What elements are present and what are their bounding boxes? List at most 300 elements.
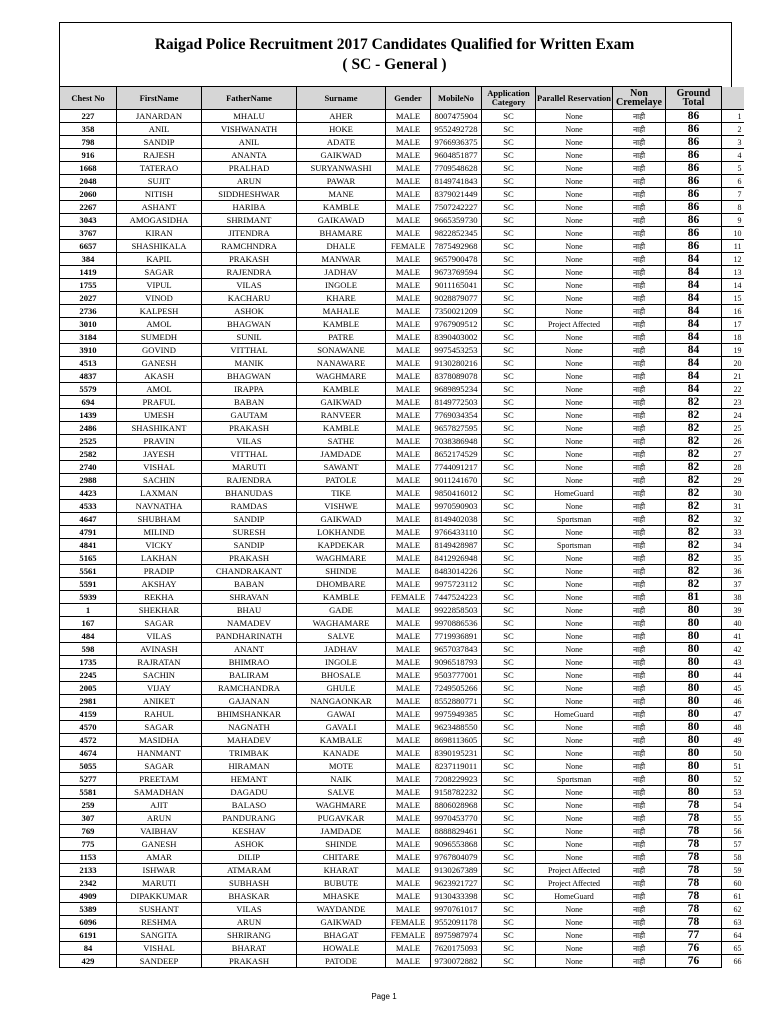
cell-surname: MANWAR	[297, 253, 386, 266]
cell-ground-total: 80	[666, 630, 722, 643]
cell-father-name: BHANUDAS	[202, 487, 297, 500]
cell-gender: MALE	[386, 890, 431, 903]
cell-ground-total: 84	[666, 279, 722, 292]
cell-chest-no: 5389	[60, 903, 117, 916]
cell-non-creamy-layer: नाही	[613, 318, 666, 331]
cell-non-creamy-layer: नाही	[613, 747, 666, 760]
cell-reservation: None	[536, 799, 613, 812]
cell-gender: FEMALE	[386, 916, 431, 929]
cell-serial-no: 51	[722, 760, 744, 773]
cell-reservation: None	[536, 721, 613, 734]
cell-serial-no: 57	[722, 838, 744, 851]
cell-chest-no: 2267	[60, 201, 117, 214]
cell-serial-no: 53	[722, 786, 744, 799]
cell-surname: SURYANWASHI	[297, 162, 386, 175]
cell-first-name: RAJRATAN	[117, 656, 202, 669]
cell-surname: AHER	[297, 110, 386, 123]
header-ground-total: Ground Total	[666, 87, 722, 110]
cell-non-creamy-layer: नाही	[613, 513, 666, 526]
cell-ground-total: 84	[666, 344, 722, 357]
cell-surname: ADATE	[297, 136, 386, 149]
cell-serial-no: 16	[722, 305, 744, 318]
cell-gender: MALE	[386, 227, 431, 240]
cell-reservation: None	[536, 929, 613, 942]
cell-gender: MALE	[386, 942, 431, 955]
cell-ground-total: 78	[666, 864, 722, 877]
cell-reservation: None	[536, 461, 613, 474]
table-row	[60, 279, 744, 292]
table-row	[60, 708, 744, 721]
cell-non-creamy-layer: नाही	[613, 188, 666, 201]
cell-chest-no: 2133	[60, 864, 117, 877]
cell-gender: MALE	[386, 136, 431, 149]
cell-gender: MALE	[386, 162, 431, 175]
cell-category: SC	[482, 890, 536, 903]
cell-category: SC	[482, 175, 536, 188]
cell-mobile-no: 7719936891	[431, 630, 482, 643]
cell-non-creamy-layer: नाही	[613, 890, 666, 903]
cell-reservation: None	[536, 825, 613, 838]
cell-chest-no: 1735	[60, 656, 117, 669]
cell-mobile-no: 8412926948	[431, 552, 482, 565]
cell-surname: PATODE	[297, 955, 386, 968]
cell-first-name: VISHAL	[117, 942, 202, 955]
cell-ground-total: 82	[666, 552, 722, 565]
table-row	[60, 669, 744, 682]
cell-ground-total: 84	[666, 357, 722, 370]
cell-ground-total: 80	[666, 734, 722, 747]
cell-first-name: VISHAL	[117, 461, 202, 474]
table-row	[60, 500, 744, 513]
cell-reservation: None	[536, 786, 613, 799]
cell-surname: KHARE	[297, 292, 386, 305]
cell-non-creamy-layer: नाही	[613, 786, 666, 799]
cell-surname: PATRE	[297, 331, 386, 344]
cell-first-name: KIRAN	[117, 227, 202, 240]
cell-category: SC	[482, 461, 536, 474]
cell-gender: MALE	[386, 656, 431, 669]
cell-serial-no: 4	[722, 149, 744, 162]
cell-serial-no: 46	[722, 695, 744, 708]
cell-category: SC	[482, 292, 536, 305]
cell-first-name: MARUTI	[117, 877, 202, 890]
cell-reservation: None	[536, 266, 613, 279]
cell-first-name: GANESH	[117, 357, 202, 370]
table-row	[60, 786, 744, 799]
cell-category: SC	[482, 201, 536, 214]
cell-surname: KHARAT	[297, 864, 386, 877]
cell-father-name: MANIK	[202, 357, 297, 370]
cell-non-creamy-layer: नाही	[613, 214, 666, 227]
cell-mobile-no: 9850416012	[431, 487, 482, 500]
cell-surname: KAMBALE	[297, 734, 386, 747]
header-parallel-reservation: Parallel Reservation	[536, 87, 613, 110]
cell-category: SC	[482, 383, 536, 396]
cell-mobile-no: 7208229923	[431, 773, 482, 786]
cell-serial-no: 50	[722, 747, 744, 760]
cell-category: SC	[482, 448, 536, 461]
cell-gender: MALE	[386, 643, 431, 656]
cell-surname: MAHALE	[297, 305, 386, 318]
cell-category: SC	[482, 240, 536, 253]
table-body	[60, 110, 744, 968]
cell-serial-no: 65	[722, 942, 744, 955]
cell-reservation: None	[536, 643, 613, 656]
cell-non-creamy-layer: नाही	[613, 422, 666, 435]
cell-gender: MALE	[386, 539, 431, 552]
table-row	[60, 721, 744, 734]
table-row	[60, 240, 744, 253]
cell-father-name: JITENDRA	[202, 227, 297, 240]
cell-reservation: None	[536, 344, 613, 357]
cell-category: SC	[482, 929, 536, 942]
cell-serial-no: 24	[722, 409, 744, 422]
cell-gender: FEMALE	[386, 929, 431, 942]
cell-serial-no: 32	[722, 513, 744, 526]
cell-category: SC	[482, 279, 536, 292]
cell-father-name: VITTHAL	[202, 344, 297, 357]
cell-chest-no: 4513	[60, 357, 117, 370]
cell-father-name: HIRAMAN	[202, 760, 297, 773]
cell-reservation: None	[536, 201, 613, 214]
cell-non-creamy-layer: नाही	[613, 812, 666, 825]
cell-chest-no: 4674	[60, 747, 117, 760]
cell-ground-total: 76	[666, 942, 722, 955]
cell-gender: MALE	[386, 903, 431, 916]
cell-gender: MALE	[386, 552, 431, 565]
cell-mobile-no: 9503777001	[431, 669, 482, 682]
cell-mobile-no: 9623488550	[431, 721, 482, 734]
cell-ground-total: 80	[666, 721, 722, 734]
cell-reservation: None	[536, 357, 613, 370]
cell-chest-no: 1153	[60, 851, 117, 864]
cell-non-creamy-layer: नाही	[613, 279, 666, 292]
cell-father-name: MAHADEV	[202, 734, 297, 747]
cell-non-creamy-layer: नाही	[613, 266, 666, 279]
cell-gender: MALE	[386, 851, 431, 864]
header-first-name: FirstName	[117, 87, 202, 110]
cell-ground-total: 84	[666, 383, 722, 396]
cell-category: SC	[482, 747, 536, 760]
cell-category: SC	[482, 799, 536, 812]
cell-non-creamy-layer: नाही	[613, 383, 666, 396]
cell-ground-total: 86	[666, 240, 722, 253]
cell-gender: MALE	[386, 864, 431, 877]
cell-chest-no: 2486	[60, 422, 117, 435]
cell-non-creamy-layer: नाही	[613, 578, 666, 591]
table-row	[60, 110, 744, 123]
cell-gender: MALE	[386, 435, 431, 448]
cell-surname: HOWALE	[297, 942, 386, 955]
cell-mobile-no: 9970761017	[431, 903, 482, 916]
cell-serial-no: 40	[722, 617, 744, 630]
cell-surname: KAMBLE	[297, 201, 386, 214]
table-row	[60, 656, 744, 669]
cell-category: SC	[482, 578, 536, 591]
cell-ground-total: 82	[666, 422, 722, 435]
cell-reservation: None	[536, 331, 613, 344]
cell-serial-no: 6	[722, 175, 744, 188]
cell-chest-no: 1419	[60, 266, 117, 279]
cell-chest-no: 1439	[60, 409, 117, 422]
cell-first-name: SHASHIKALA	[117, 240, 202, 253]
cell-ground-total: 86	[666, 175, 722, 188]
cell-surname: DHALE	[297, 240, 386, 253]
cell-father-name: ARUN	[202, 175, 297, 188]
cell-father-name: MHALU	[202, 110, 297, 123]
cell-father-name: RAMDAS	[202, 500, 297, 513]
cell-non-creamy-layer: नाही	[613, 227, 666, 240]
cell-chest-no: 2027	[60, 292, 117, 305]
cell-ground-total: 82	[666, 474, 722, 487]
cell-chest-no: 5579	[60, 383, 117, 396]
table-row	[60, 903, 744, 916]
table-row	[60, 474, 744, 487]
table-row	[60, 552, 744, 565]
table-row	[60, 955, 744, 968]
cell-reservation: None	[536, 669, 613, 682]
cell-father-name: MARUTI	[202, 461, 297, 474]
cell-reservation: None	[536, 695, 613, 708]
cell-gender: MALE	[386, 357, 431, 370]
cell-mobile-no: 9766936375	[431, 136, 482, 149]
cell-surname: VISHWE	[297, 500, 386, 513]
cell-chest-no: 5561	[60, 565, 117, 578]
cell-first-name: PRAFUL	[117, 396, 202, 409]
cell-category: SC	[482, 708, 536, 721]
cell-chest-no: 384	[60, 253, 117, 266]
cell-ground-total: 78	[666, 825, 722, 838]
cell-gender: MALE	[386, 630, 431, 643]
cell-first-name: SUJIT	[117, 175, 202, 188]
cell-mobile-no: 9028879077	[431, 292, 482, 305]
cell-surname: MOTE	[297, 760, 386, 773]
cell-reservation: None	[536, 448, 613, 461]
cell-mobile-no: 9552492728	[431, 123, 482, 136]
cell-non-creamy-layer: नाही	[613, 903, 666, 916]
cell-gender: MALE	[386, 500, 431, 513]
cell-reservation: None	[536, 903, 613, 916]
cell-chest-no: 2582	[60, 448, 117, 461]
cell-surname: PUGAVKAR	[297, 812, 386, 825]
cell-surname: JAMDADE	[297, 448, 386, 461]
cell-non-creamy-layer: नाही	[613, 162, 666, 175]
cell-reservation: Project Affected	[536, 877, 613, 890]
cell-non-creamy-layer: नाही	[613, 604, 666, 617]
cell-reservation: None	[536, 110, 613, 123]
cell-first-name: PREETAM	[117, 773, 202, 786]
cell-surname: PAWAR	[297, 175, 386, 188]
cell-surname: SONAWANE	[297, 344, 386, 357]
cell-ground-total: 80	[666, 656, 722, 669]
cell-ground-total: 80	[666, 773, 722, 786]
cell-gender: MALE	[386, 604, 431, 617]
table-row	[60, 825, 744, 838]
cell-non-creamy-layer: नाही	[613, 435, 666, 448]
cell-gender: MALE	[386, 669, 431, 682]
cell-surname: GAVALI	[297, 721, 386, 734]
cell-gender: MALE	[386, 695, 431, 708]
cell-gender: MALE	[386, 383, 431, 396]
cell-category: SC	[482, 357, 536, 370]
cell-father-name: DAGADU	[202, 786, 297, 799]
cell-reservation: None	[536, 682, 613, 695]
cell-gender: MALE	[386, 253, 431, 266]
cell-reservation: None	[536, 851, 613, 864]
cell-surname: INGOLE	[297, 279, 386, 292]
cell-ground-total: 82	[666, 565, 722, 578]
cell-serial-no: 47	[722, 708, 744, 721]
cell-surname: GAIKAWAD	[297, 214, 386, 227]
cell-ground-total: 84	[666, 292, 722, 305]
cell-ground-total: 86	[666, 188, 722, 201]
cell-non-creamy-layer: नाही	[613, 760, 666, 773]
cell-father-name: SHRAVAN	[202, 591, 297, 604]
cell-surname: WAGHMARE	[297, 552, 386, 565]
cell-reservation: None	[536, 747, 613, 760]
table-row	[60, 227, 744, 240]
cell-non-creamy-layer: नाही	[613, 825, 666, 838]
cell-ground-total: 82	[666, 435, 722, 448]
cell-father-name: SIDDHESHWAR	[202, 188, 297, 201]
table-row	[60, 812, 744, 825]
cell-serial-no: 29	[722, 474, 744, 487]
table-header	[60, 87, 744, 110]
cell-reservation: None	[536, 630, 613, 643]
cell-first-name: AKSHAY	[117, 578, 202, 591]
cell-ground-total: 82	[666, 526, 722, 539]
cell-mobile-no: 9552091178	[431, 916, 482, 929]
table-row	[60, 292, 744, 305]
table-row	[60, 149, 744, 162]
cell-surname: NANAWARE	[297, 357, 386, 370]
cell-serial-no: 37	[722, 578, 744, 591]
cell-surname: KAMBLE	[297, 422, 386, 435]
cell-serial-no: 14	[722, 279, 744, 292]
cell-chest-no: 1755	[60, 279, 117, 292]
cell-reservation: None	[536, 578, 613, 591]
cell-chest-no: 2525	[60, 435, 117, 448]
cell-serial-no: 22	[722, 383, 744, 396]
cell-category: SC	[482, 825, 536, 838]
cell-reservation: None	[536, 656, 613, 669]
table-row	[60, 435, 744, 448]
cell-category: SC	[482, 864, 536, 877]
cell-father-name: CHANDRAKANT	[202, 565, 297, 578]
cell-mobile-no: 9657827595	[431, 422, 482, 435]
cell-category: SC	[482, 435, 536, 448]
cell-father-name: BALIRAM	[202, 669, 297, 682]
cell-ground-total: 82	[666, 513, 722, 526]
cell-reservation: None	[536, 812, 613, 825]
cell-gender: MALE	[386, 214, 431, 227]
cell-non-creamy-layer: नाही	[613, 487, 666, 500]
cell-surname: MANE	[297, 188, 386, 201]
cell-serial-no: 41	[722, 630, 744, 643]
cell-father-name: BABAN	[202, 578, 297, 591]
cell-category: SC	[482, 903, 536, 916]
cell-first-name: VAIBHAV	[117, 825, 202, 838]
cell-surname: SALVE	[297, 786, 386, 799]
cell-chest-no: 4791	[60, 526, 117, 539]
table-row	[60, 578, 744, 591]
cell-first-name: JAYESH	[117, 448, 202, 461]
cell-father-name: ANIL	[202, 136, 297, 149]
cell-gender: MALE	[386, 487, 431, 500]
cell-father-name: SURESH	[202, 526, 297, 539]
cell-category: SC	[482, 513, 536, 526]
cell-father-name: VITTHAL	[202, 448, 297, 461]
cell-father-name: BHAGWAN	[202, 318, 297, 331]
cell-serial-no: 66	[722, 955, 744, 968]
cell-first-name: JANARDAN	[117, 110, 202, 123]
cell-mobile-no: 7744091217	[431, 461, 482, 474]
cell-non-creamy-layer: नाही	[613, 695, 666, 708]
cell-surname: BHAGAT	[297, 929, 386, 942]
cell-ground-total: 80	[666, 760, 722, 773]
cell-mobile-no: 7769034354	[431, 409, 482, 422]
header-non-cremelaye: Non Cremelaye	[613, 87, 666, 110]
cell-serial-no: 61	[722, 890, 744, 903]
cell-chest-no: 4647	[60, 513, 117, 526]
cell-gender: MALE	[386, 422, 431, 435]
cell-chest-no: 2736	[60, 305, 117, 318]
cell-category: SC	[482, 123, 536, 136]
cell-gender: MALE	[386, 201, 431, 214]
cell-serial-no: 11	[722, 240, 744, 253]
table-row	[60, 331, 744, 344]
cell-surname: TIKE	[297, 487, 386, 500]
cell-serial-no: 62	[722, 903, 744, 916]
cell-non-creamy-layer: नाही	[613, 292, 666, 305]
cell-reservation: None	[536, 227, 613, 240]
cell-surname: GAIKWAD	[297, 149, 386, 162]
cell-father-name: PRAKASH	[202, 552, 297, 565]
table-row	[60, 357, 744, 370]
cell-father-name: PANDHARINATH	[202, 630, 297, 643]
cell-reservation: None	[536, 162, 613, 175]
cell-gender: MALE	[386, 448, 431, 461]
table-row	[60, 929, 744, 942]
cell-father-name: PRAKASH	[202, 253, 297, 266]
cell-serial-no: 44	[722, 669, 744, 682]
cell-surname: GAIKWAD	[297, 513, 386, 526]
document-title: Raigad Police Recruitment 2017 Candidates Qualified for Written Exam	[154, 36, 635, 53]
cell-gender: MALE	[386, 825, 431, 838]
cell-ground-total: 82	[666, 396, 722, 409]
cell-gender: MALE	[386, 110, 431, 123]
cell-serial-no: 10	[722, 227, 744, 240]
cell-chest-no: 6096	[60, 916, 117, 929]
cell-chest-no: 6657	[60, 240, 117, 253]
cell-chest-no: 259	[60, 799, 117, 812]
cell-ground-total: 78	[666, 903, 722, 916]
cell-non-creamy-layer: नाही	[613, 877, 666, 890]
cell-gender: MALE	[386, 370, 431, 383]
cell-non-creamy-layer: नाही	[613, 591, 666, 604]
cell-reservation: None	[536, 500, 613, 513]
cell-reservation: None	[536, 838, 613, 851]
cell-first-name: LAKHAN	[117, 552, 202, 565]
table-row	[60, 136, 744, 149]
cell-father-name: HEMANT	[202, 773, 297, 786]
cell-category: SC	[482, 552, 536, 565]
cell-ground-total: 82	[666, 487, 722, 500]
cell-chest-no: 2740	[60, 461, 117, 474]
cell-chest-no: 5055	[60, 760, 117, 773]
cell-gender: MALE	[386, 344, 431, 357]
cell-ground-total: 86	[666, 162, 722, 175]
